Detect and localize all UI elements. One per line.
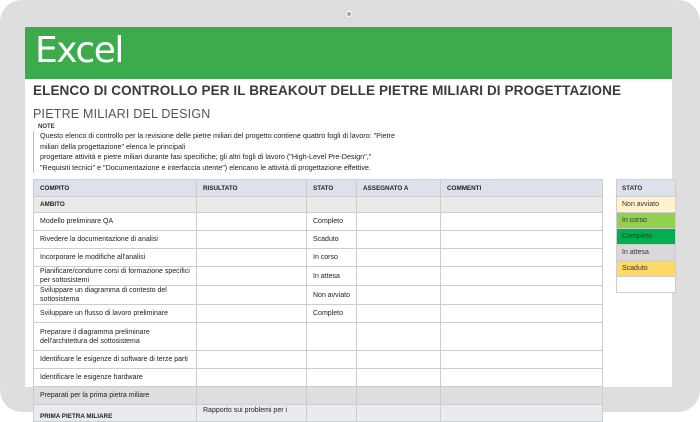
legend-item-completo: Completo bbox=[617, 229, 676, 245]
cell-risultato[interactable] bbox=[197, 351, 307, 369]
section-row bbox=[34, 197, 603, 213]
table-row bbox=[34, 387, 603, 405]
cell-commenti[interactable] bbox=[441, 351, 603, 369]
cell-commenti[interactable] bbox=[441, 305, 603, 323]
cell-risultato[interactable]: Rapporto sui problemi per i bbox=[197, 405, 307, 422]
cell-assegnato[interactable] bbox=[357, 323, 441, 351]
legend-item-in-attesa: In attesa bbox=[617, 245, 676, 261]
legend-header: STATO bbox=[617, 180, 676, 197]
cell-stato[interactable]: Completo bbox=[307, 305, 357, 323]
header-compito[interactable]: COMPITO bbox=[34, 180, 197, 197]
cell-stato[interactable] bbox=[307, 197, 357, 213]
table-row bbox=[34, 213, 603, 231]
cell-assegnato[interactable] bbox=[357, 231, 441, 249]
cell-compito[interactable]: Pianificare/condurre corsi di formazione specifici per sottosistemi bbox=[34, 267, 197, 286]
spreadsheet-screen bbox=[25, 27, 672, 420]
cell-risultato[interactable] bbox=[197, 197, 307, 213]
legend-item-empty bbox=[617, 277, 676, 293]
cell-compito[interactable]: Modello preliminare QA bbox=[34, 213, 197, 231]
cell-assegnato[interactable] bbox=[357, 369, 441, 387]
cell-risultato[interactable] bbox=[197, 231, 307, 249]
cell-assegnato[interactable] bbox=[357, 197, 441, 213]
table-row bbox=[34, 267, 603, 286]
note-text[interactable] bbox=[33, 131, 460, 173]
cell-risultato[interactable] bbox=[197, 305, 307, 323]
cell-assegnato[interactable] bbox=[357, 213, 441, 231]
table-row bbox=[34, 351, 603, 369]
cell-compito[interactable]: Sviluppare un diagramma di contesto del sottosistema bbox=[34, 286, 197, 305]
legend-item-in-corso: In corso bbox=[617, 213, 676, 229]
cell-risultato[interactable] bbox=[197, 267, 307, 286]
note-line: "Requisiti tecnici" e "Documentazione e interfaccia utente") elencano le attività di progettazione effettive. bbox=[40, 162, 371, 172]
cell-stato[interactable] bbox=[307, 369, 357, 387]
cell-stato[interactable] bbox=[307, 351, 357, 369]
cell-assegnato[interactable] bbox=[357, 305, 441, 323]
cell-stato[interactable]: In attesa bbox=[307, 267, 357, 286]
note-line: miliari della progettazione" elenca le principali bbox=[40, 141, 186, 151]
cell-stato[interactable] bbox=[307, 323, 357, 351]
status-legend bbox=[616, 179, 676, 293]
cell-commenti[interactable] bbox=[441, 197, 603, 213]
header-commenti[interactable]: COMMENTI bbox=[441, 180, 603, 197]
milestone-table bbox=[33, 179, 603, 422]
header-assegnato[interactable]: ASSEGNATO A bbox=[357, 180, 441, 197]
legend-item-non-avviato: Non avviato bbox=[617, 197, 676, 213]
note-line: Questo elenco di controllo per la revisione delle pietre miliari del progetto contiene quattro fogli di lavoro: "Pietre bbox=[40, 131, 395, 140]
cell-assegnato[interactable] bbox=[357, 387, 441, 405]
cell-commenti[interactable] bbox=[441, 387, 603, 405]
table-row bbox=[34, 249, 603, 267]
cell-assegnato[interactable] bbox=[357, 286, 441, 305]
table-row bbox=[34, 286, 603, 305]
cell-compito[interactable]: AMBITO bbox=[34, 197, 197, 213]
cell-compito[interactable]: Identificare le esigenze di software di terze parti bbox=[34, 351, 197, 369]
legend-item-scaduto: Scaduto bbox=[617, 261, 676, 277]
document-subtitle: PIETRE MILIARI DEL DESIGN bbox=[33, 107, 211, 121]
cell-risultato[interactable] bbox=[197, 286, 307, 305]
cell-compito[interactable]: Incorporare le modifiche all'analisi bbox=[34, 249, 197, 267]
table-row bbox=[34, 305, 603, 323]
cell-stato[interactable] bbox=[307, 387, 357, 405]
table-row bbox=[34, 323, 603, 351]
header-stato[interactable]: STATO bbox=[307, 180, 357, 197]
cell-compito[interactable]: Rivedere la documentazione di analisi bbox=[34, 231, 197, 249]
cell-commenti[interactable] bbox=[441, 249, 603, 267]
cell-commenti[interactable] bbox=[441, 369, 603, 387]
cell-compito[interactable]: Sviluppare un flusso di lavoro preliminare bbox=[34, 305, 197, 323]
cell-compito[interactable]: Preparare il diagramma preliminare dell'architettura del sottosistema bbox=[34, 323, 197, 351]
cell-risultato[interactable] bbox=[197, 249, 307, 267]
cell-stato[interactable]: In corso bbox=[307, 249, 357, 267]
camera-icon bbox=[344, 9, 354, 19]
table-row bbox=[34, 231, 603, 249]
cell-stato[interactable] bbox=[307, 405, 357, 422]
cell-risultato[interactable] bbox=[197, 369, 307, 387]
cell-assegnato[interactable] bbox=[357, 351, 441, 369]
document-title: ELENCO DI CONTROLLO PER IL BREAKOUT DELLE PIETRE MILIARI DI PROGETTAZIONE bbox=[33, 83, 622, 98]
note-line: progettare attività e pietre miliari durante fasi specifiche; gli altri fogli di lavoro ("High-Level Pre-Design"," bbox=[40, 152, 372, 161]
cell-stato[interactable]: Completo bbox=[307, 213, 357, 231]
cell-risultato[interactable] bbox=[197, 213, 307, 231]
cell-commenti[interactable] bbox=[441, 405, 603, 422]
cell-assegnato[interactable] bbox=[357, 405, 441, 422]
cell-compito[interactable]: Identificare le esigenze hardware bbox=[34, 369, 197, 387]
note-label: NOTE bbox=[38, 124, 55, 130]
header-risultato[interactable]: RISULTATO bbox=[197, 180, 307, 197]
cell-compito[interactable]: Preparati per la prima pietra miliare bbox=[34, 387, 197, 405]
cell-commenti[interactable] bbox=[441, 323, 603, 351]
cell-commenti[interactable] bbox=[441, 267, 603, 286]
cell-stato[interactable]: Non avviato bbox=[307, 286, 357, 305]
cell-assegnato[interactable] bbox=[357, 267, 441, 286]
cell-stato[interactable]: Scaduto bbox=[307, 231, 357, 249]
cell-risultato[interactable] bbox=[197, 323, 307, 351]
section-row bbox=[34, 405, 603, 422]
cell-commenti[interactable] bbox=[441, 213, 603, 231]
table-header-row bbox=[34, 180, 603, 197]
app-banner bbox=[25, 27, 672, 79]
cell-commenti[interactable] bbox=[441, 231, 603, 249]
cell-commenti[interactable] bbox=[441, 286, 603, 305]
cell-risultato[interactable] bbox=[197, 387, 307, 405]
app-title: Excel bbox=[35, 30, 123, 71]
cell-compito[interactable]: PRIMA PIETRA MILIARE bbox=[34, 405, 197, 422]
table-row bbox=[34, 369, 603, 387]
cell-assegnato[interactable] bbox=[357, 249, 441, 267]
